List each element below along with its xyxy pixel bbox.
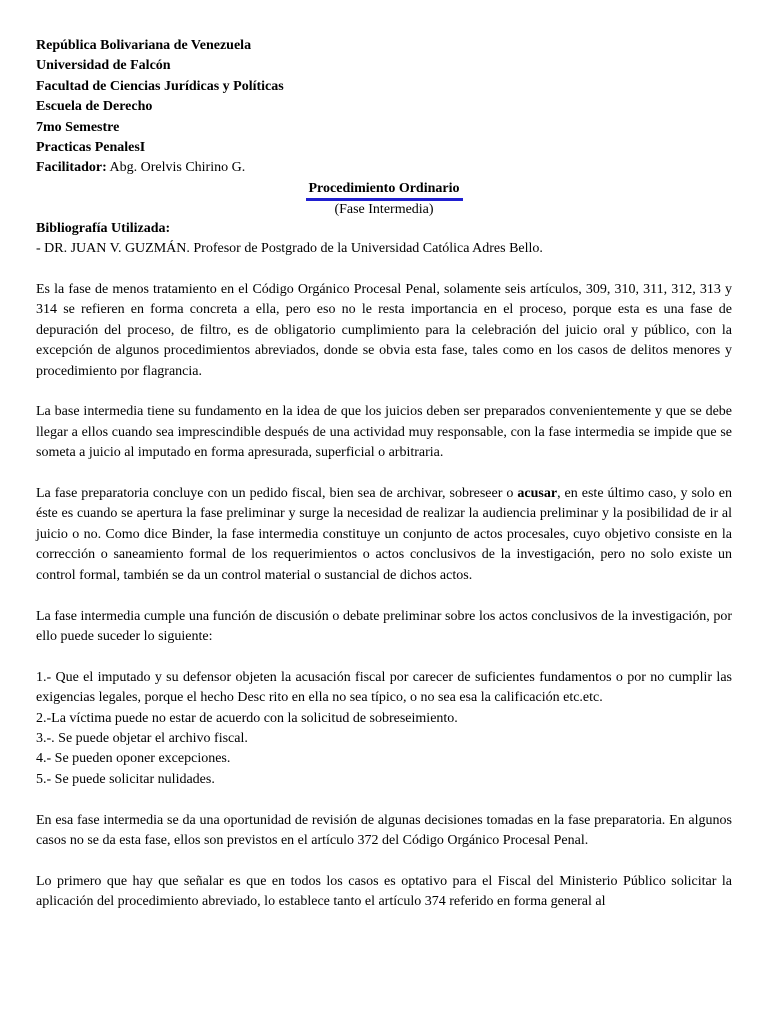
paragraph-3: [36, 484, 732, 586]
bibliography-heading: Bibliografía Utilizada:: [36, 220, 171, 236]
header-course: Practicas PenalesI: [36, 140, 146, 156]
paragraph-6: Lo primero que hay que señalar es que en todos los casos es optativo para el Fiscal del Ministerio Público solicitar la aplicación del procedimiento abreviado, lo establece tanto el artículo 374 referido en forma general al: [36, 873, 732, 910]
paragraph-3-emphasis: acusar: [517, 486, 558, 502]
list-item: 2.-La víctima puede no estar de acuerdo con la solicitud de sobreseimiento.: [36, 710, 458, 726]
facilitator-line: [36, 158, 732, 178]
header-republic: República Bolivariana de Venezuela: [36, 38, 252, 53]
paragraph-3-start: La fase preparatoria concluye con un pedido fiscal, bien sea de archivar, sobreseer o: [36, 486, 518, 502]
header-faculty: Facultad de Ciencias Jurídicas y Políticas: [36, 78, 284, 94]
institution-header: [36, 36, 732, 179]
document-title: Procedimiento Ordinario: [306, 180, 463, 201]
list-item: 3.-. Se puede objetar el archivo fiscal.: [36, 730, 248, 746]
list-item: 5.- Se puede solicitar nulidades.: [36, 771, 215, 787]
list-item: 1.- Que el imputado y su defensor objeten la acusación fiscal por carecer de suficientes fundamentos o por no cumplir las exigencias legales, porque el hecho Desc rito en ella no sea típico, o no sea esa la calificación etc.etc.: [36, 669, 732, 706]
header-university: Universidad de Falcón: [36, 58, 171, 74]
bibliography-entry: - DR. JUAN V. GUZMÁN. Profesor de Postgrado de la Universidad Católica Adres Bello.: [36, 241, 543, 257]
document-subtitle: (Fase Intermedia): [334, 201, 434, 217]
title-block: [36, 179, 732, 201]
header-semester: 7mo Semestre: [36, 119, 120, 135]
paragraph-5: En esa fase intermedia se da una oportunidad de revisión de algunas decisiones tomadas en la fase preparatoria. En algunos casos no se da esta fase, ellos son previstos en el artículo 372 del Código Orgánico Procesal Penal.: [36, 812, 732, 848]
header-school: Escuela de Derecho: [36, 99, 153, 115]
consequences-list: [36, 668, 732, 790]
paragraph-3-end: , en este último caso, y solo en éste es cuando se apertura la fase preliminar y surge la necesidad de realizar la audiencia preliminar y la posibilidad de ir al juicio o no. Como dice Binder, la fase intermedia constituye un conjunto de actos procesales, cuyo objetivo consiste en la corrección o saneamiento formal de los requerimientos o actos conclusivos de la investigación, pero no solo existe un control formal, también se da un control material o sustancial de dichos actos.: [36, 486, 732, 583]
paragraph-4: La fase intermedia cumple una función de discusión o debate preliminar sobre los actos conclusivos de la investigación, por ello puede suceder lo siguiente:: [36, 608, 732, 644]
facilitator-name: Abg. Orelvis Chirino G.: [106, 160, 246, 176]
list-item: 4.- Se pueden oponer excepciones.: [36, 751, 231, 767]
facilitator-label: Facilitador:: [36, 160, 107, 176]
paragraph-2: La base intermedia tiene su fundamento en la idea de que los juicios deben ser preparados convenientemente y que se debe llegar a ellos cuando sea imprescindible después de una actividad muy responsable, con la fase intermedia se impide que se someta a juicio al imputado en forma apresurada, superficial o arbitraria.: [36, 404, 732, 461]
paragraph-1: Es la fase de menos tratamiento en el Código Orgánico Procesal Penal, solamente seis artículos, 309, 310, 311, 312, 313 y 314 se refieren en forma concreta a ella, pero eso no le resta importancia en el proceso, porque esta es una fase de depuración del proceso, de filtro, es de obligatorio cumplimiento para la celebración del juicio oral y público, con la excepción de algunos procedimientos abreviados, donde se obvia esta fase, tales como en los casos de delitos menores y procedimiento por flagrancia.: [36, 282, 732, 379]
